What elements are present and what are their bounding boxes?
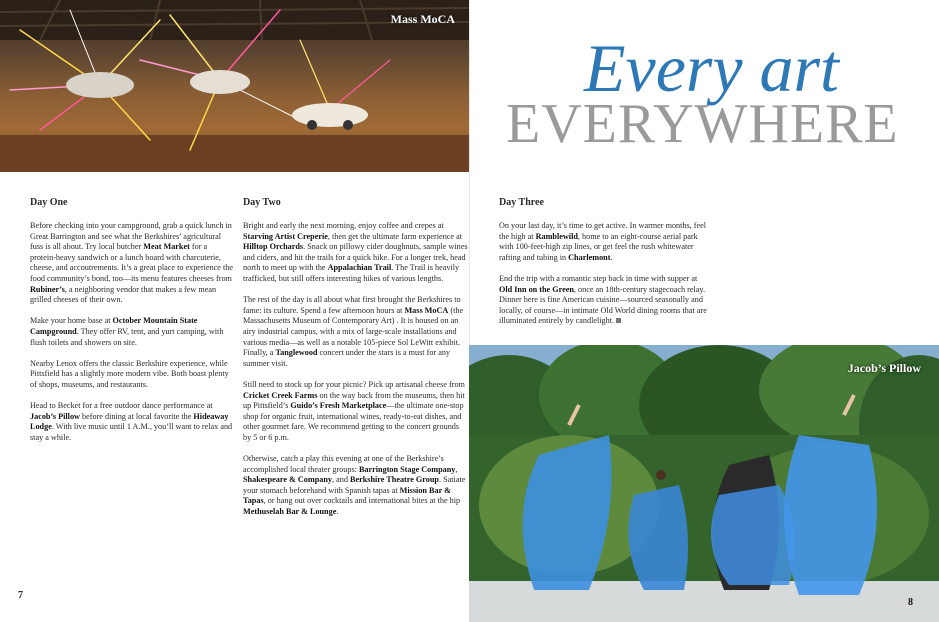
- day-one-heading: Day One: [30, 197, 68, 208]
- floor: [0, 135, 469, 172]
- day-three-column: [499, 197, 709, 338]
- venue-name: Shakespeare & Company: [243, 475, 333, 485]
- venue-name: Appalachian Trail: [327, 263, 392, 273]
- venue-name: Hilltop Orchards: [243, 242, 304, 252]
- venue-name: Starving Artist Creperie: [243, 231, 328, 241]
- day-three-paragraph-1: On your last day, it’s time to get active. In warmer months, feel the high at Ramblewild, home to an eight-course aerial park with 100-feet-high zip lines, or get feel the rush whitewater rafting and tubing in Charlemont.: [499, 221, 707, 262]
- page-number-left: 7: [18, 590, 23, 601]
- day-two-paragraph-1: Bright and early the next morning, enjoy coffee and crepes at Starving Artist Creperie, then get the ultimate farm experience at Hilltop Orchards. Snack on pillowy cider doughnuts, sample wines and ciders, and hit the trails for a quick hike. For a longer trek, head north to meet up with the Appalachian Trail. The Trail is heavily trafficked, but still offers interesting hikes of various lengths.: [243, 221, 468, 283]
- day-three-paragraph-2: [499, 274, 709, 327]
- venue-name: Guido’s Fresh Marketplace: [290, 401, 387, 411]
- title-everywhere: EVERYWHERE: [506, 93, 899, 155]
- venue-name: Tanglewood: [275, 348, 318, 358]
- venue-name: Berkshire Theatre Group: [349, 475, 439, 485]
- venue-name: October Mountain State Campground: [30, 316, 198, 336]
- jacobs-pillow-illustration: [469, 345, 939, 622]
- day-one-paragraph-4: Head to Becket for a free outdoor dance performance at Jacob’s Pillow before dining at local favorite the Hideaway Lodge. With live music until 1 A.M., you’ll want to relax and stay a while.: [30, 401, 233, 442]
- venue-name: Cricket Creek Farms: [243, 390, 318, 400]
- venue-name: Methuselah Bar & Lounge: [243, 507, 337, 517]
- day-two-heading: Day Two: [243, 197, 281, 208]
- jacobs-pillow-caption: Jacob’s Pillow: [847, 361, 921, 375]
- mass-moca-caption: Mass MoCA: [390, 12, 455, 26]
- venue-name: Barrington Stage Company: [358, 464, 456, 474]
- day-two-column: [243, 197, 468, 528]
- day-one-paragraph-2: Make your home base at October Mountain State Campground. They offer RV, tent, and yurt camping, with flush toilets and showers on site.: [30, 316, 224, 347]
- day-two-paragraph-2: The rest of the day is all about what first brought the Berkshires to fame: its culture. Spend a few afternoon hours at Mass MoCA (the Massachusetts Museum of Contemporary Art) . It is housed on an airy industrial campus, with a mix of large-scale installations and various media—as well as a notable 105-piece Sol LeWitt exhibit. Finally, a Tanglewood concert under the stars is a must for any summer visit.: [243, 295, 464, 368]
- page-number-right: 8: [908, 597, 913, 608]
- venue-name: Rubiner’s: [30, 284, 65, 294]
- suspended-cars: [66, 70, 368, 130]
- venue-name: Hideaway Lodge: [30, 411, 229, 432]
- day-two-paragraph-3: Still need to stock up for your picnic? Pick up artisanal cheese from Cricket Creek Farms on the way back from the museums, then hit up Pittsfield’s Guido’s Fresh Marketplace—the ultimate one-stop shop for organic fruit, international wines, ready-to-eat dishes, and other gourmet fare. We recommend getting to the concert grounds by 5 or 6 p.m.: [243, 379, 465, 442]
- venue-name: Old Inn on the Green: [499, 284, 574, 294]
- venue-name: Ramblewild: [535, 231, 578, 241]
- mass-moca-photo: [0, 0, 469, 172]
- day-one-column: [30, 197, 233, 454]
- title-every-art: Every art: [584, 30, 839, 106]
- end-of-article-mark: [616, 318, 621, 323]
- jacobs-pillow-photo: [469, 345, 939, 622]
- venue-name: Jacob’s Pillow: [30, 411, 80, 421]
- day-three-paragraph-2-text: End the trip with a romantic step back in time with supper at Old Inn on the Green, once an 18th-century stagecoach relay. Dinner here is fine American cuisine—sourced seasonally and locally, of course—in intimate Old World dining rooms that are illuminated entirely by candlelight.: [499, 273, 707, 326]
- day-one-paragraph-3: Nearby Lenox offers the classic Berkshire experience, while Pittsfield has a slightly more modern vibe. Both boast plenty of shops, museums, and restaurants.: [30, 358, 229, 389]
- day-two-paragraph-4: Otherwise, catch a play this evening at one of the Berkshire’s accomplished local theater groups: Barrington Stage Company, Shakespeare & Company, and Berkshire Theatre Group. Satiate your stomach beforehand with Spanish tapas at Mission Bar & Tapas, or hang out over cocktails and international bites at the hip Methuselah Bar & Lounge.: [243, 454, 466, 517]
- day-three-heading: Day Three: [499, 197, 544, 208]
- day-one-paragraph-1: Before checking into your campground, grab a quick lunch in Great Barrington and see what the Berkshires’ agricultural fuss is all about. Try local butcher Meat Market for a protein-heavy sandwich or a lunch board with charcuterie, cheese, and accoutrements. It’s a great place to experience the food community’s bond, too—its menu features cheeses from Rubiner’s, a neighboring vendor that makes a few mean grilled cheeses of their own.: [30, 221, 233, 305]
- venue-name: Mission Bar & Tapas: [243, 485, 451, 506]
- venue-name: Charlemont: [568, 252, 611, 262]
- venue-name: Meat Market: [143, 242, 190, 252]
- venue-name: Mass MoCA: [404, 305, 449, 315]
